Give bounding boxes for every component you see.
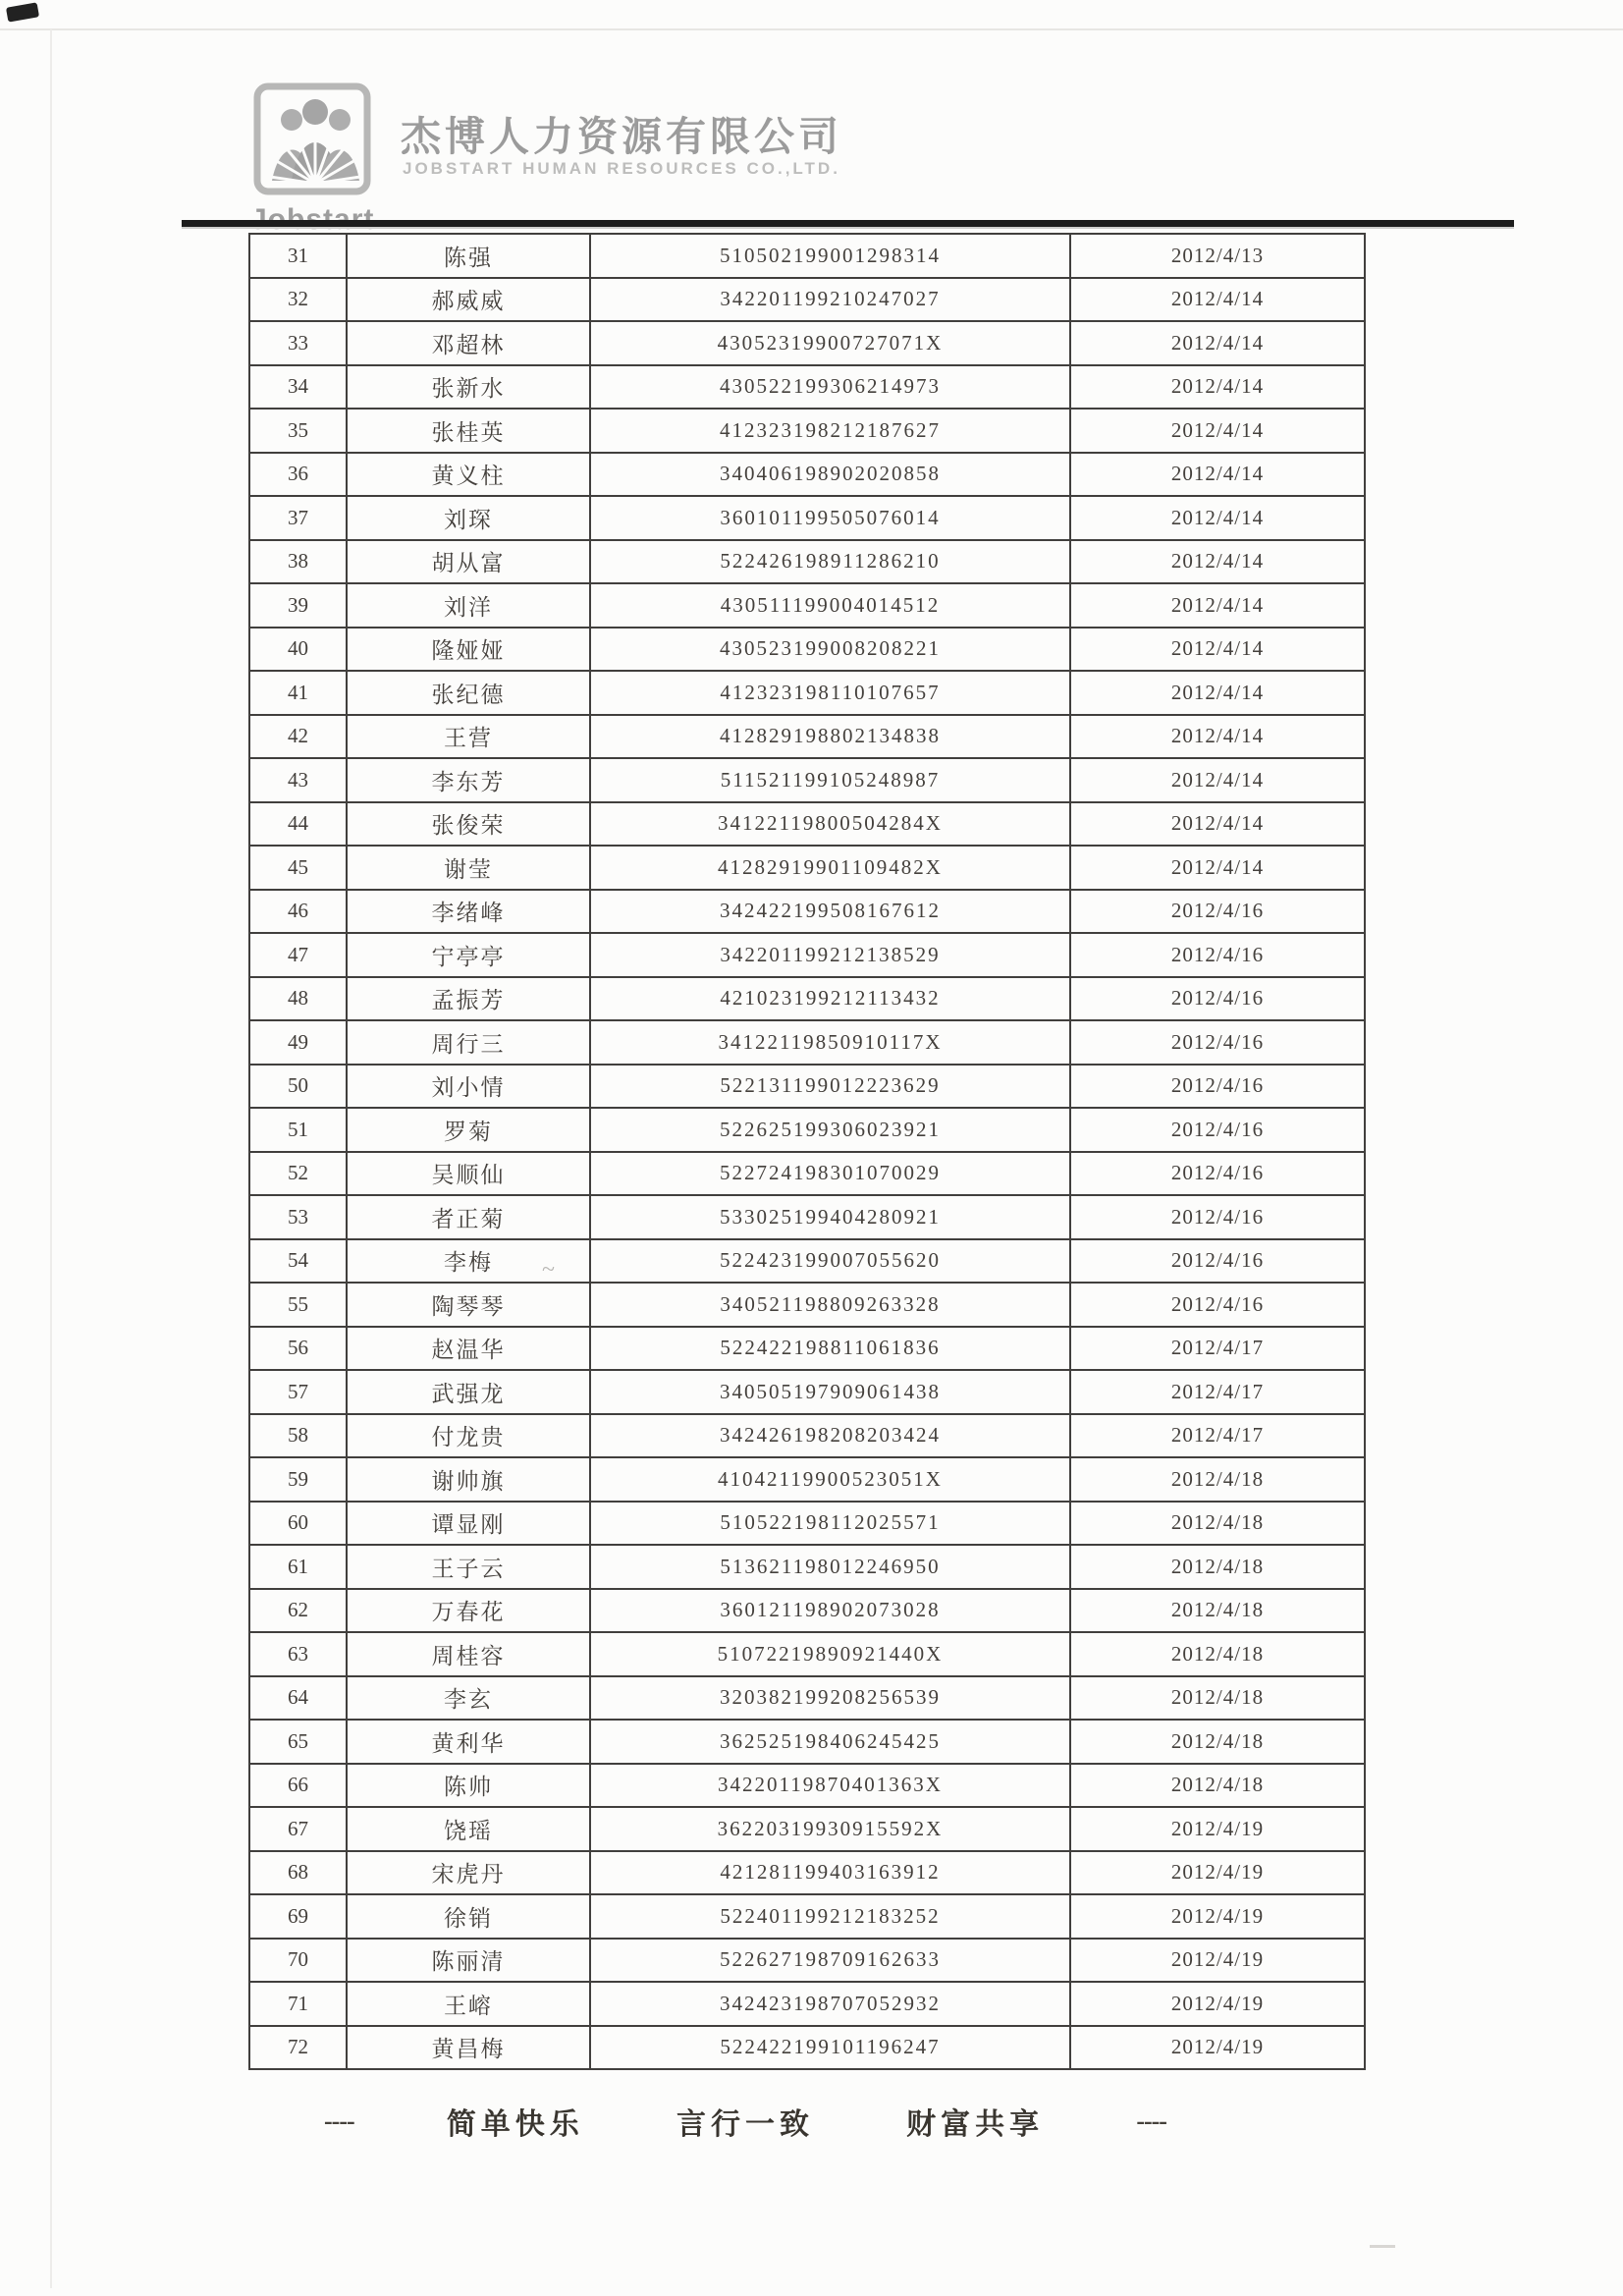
id-number-cell: 340505197909061438 <box>590 1370 1070 1414</box>
name-cell: 宁亭亭 <box>347 933 590 977</box>
table-row <box>249 1065 1365 1109</box>
id-number-cell: 360101199505076014 <box>590 496 1070 540</box>
footer-dash-left: ---- <box>324 2106 354 2135</box>
row-number-cell: 44 <box>249 802 347 847</box>
id-number-cell: 342422199508167612 <box>590 890 1070 934</box>
id-number-cell: 511521199105248987 <box>590 758 1070 802</box>
row-number-cell: 41 <box>249 671 347 715</box>
date-cell: 2012/4/14 <box>1070 409 1365 453</box>
date-cell: 2012/4/16 <box>1070 1283 1365 1327</box>
row-number-cell: 71 <box>249 1982 347 2026</box>
name-cell: 刘琛 <box>347 496 590 540</box>
row-number-cell: 50 <box>249 1065 347 1109</box>
id-number-cell: 340406198902020858 <box>590 453 1070 497</box>
name-cell: 陶琴琴 <box>347 1283 590 1327</box>
name-cell: 李东芳 <box>347 758 590 802</box>
table-row <box>249 1764 1365 1808</box>
name-cell: 周桂容 <box>347 1632 590 1676</box>
date-cell: 2012/4/18 <box>1070 1589 1365 1633</box>
date-cell: 2012/4/14 <box>1070 496 1365 540</box>
table-row <box>249 846 1365 890</box>
table-row <box>249 758 1365 802</box>
date-cell: 2012/4/16 <box>1070 1065 1365 1109</box>
id-number-cell: 51072219890921440X <box>590 1632 1070 1676</box>
date-cell: 2012/4/19 <box>1070 2026 1365 2070</box>
name-cell: 吴顺仙 <box>347 1152 590 1196</box>
row-number-cell: 68 <box>249 1851 347 1895</box>
row-number-cell: 66 <box>249 1764 347 1808</box>
name-cell: 武强龙 <box>347 1370 590 1414</box>
name-cell: 宋虎丹 <box>347 1851 590 1895</box>
date-cell: 2012/4/14 <box>1070 583 1365 628</box>
date-cell: 2012/4/16 <box>1070 890 1365 934</box>
table-row <box>249 1982 1365 2026</box>
table-row <box>249 1851 1365 1895</box>
jobstart-logo <box>250 82 398 237</box>
row-number-cell: 57 <box>249 1370 347 1414</box>
date-cell: 2012/4/14 <box>1070 278 1365 322</box>
date-cell: 2012/4/18 <box>1070 1632 1365 1676</box>
table-row <box>249 1414 1365 1458</box>
id-number-cell: 34122119850910117X <box>590 1020 1070 1065</box>
table-row <box>249 1589 1365 1633</box>
row-number-cell: 37 <box>249 496 347 540</box>
id-number-cell: 342426198208203424 <box>590 1414 1070 1458</box>
date-cell: 2012/4/19 <box>1070 1982 1365 2026</box>
id-number-cell: 430523199008208221 <box>590 628 1070 672</box>
table-row <box>249 540 1365 584</box>
name-cell: 张新水 <box>347 365 590 410</box>
id-number-cell: 41042119900523051X <box>590 1457 1070 1502</box>
row-number-cell: 39 <box>249 583 347 628</box>
date-cell: 2012/4/17 <box>1070 1414 1365 1458</box>
date-cell: 2012/4/14 <box>1070 671 1365 715</box>
id-number-cell: 41282919901109482X <box>590 846 1070 890</box>
name-cell: 陈丽清 <box>347 1939 590 1983</box>
name-cell: 李玄 <box>347 1676 590 1721</box>
name-cell: 胡从富 <box>347 540 590 584</box>
name-cell: 黄利华 <box>347 1720 590 1764</box>
date-cell: 2012/4/18 <box>1070 1676 1365 1721</box>
table-row <box>249 365 1365 410</box>
table-row <box>249 2026 1365 2070</box>
id-number-cell: 36220319930915592X <box>590 1807 1070 1851</box>
table-row <box>249 715 1365 759</box>
table-row <box>249 1195 1365 1239</box>
row-number-cell: 38 <box>249 540 347 584</box>
id-number-cell: 522426198911286210 <box>590 540 1070 584</box>
scan-left-edge-line <box>50 29 52 2288</box>
id-number-cell: 342201199210247027 <box>590 278 1070 322</box>
row-number-cell: 47 <box>249 933 347 977</box>
date-cell: 2012/4/18 <box>1070 1545 1365 1589</box>
footer-slogan-3: 财富共享 <box>906 2108 1045 2141</box>
id-number-cell: 430511199004014512 <box>590 583 1070 628</box>
date-cell: 2012/4/14 <box>1070 846 1365 890</box>
id-number-cell: 430522199306214973 <box>590 365 1070 410</box>
table-row <box>249 234 1365 278</box>
row-number-cell: 32 <box>249 278 347 322</box>
name-cell: 刘小情 <box>347 1065 590 1109</box>
id-number-cell: 340521198809263328 <box>590 1283 1070 1327</box>
row-number-cell: 36 <box>249 453 347 497</box>
id-number-cell: 360121198902073028 <box>590 1589 1070 1633</box>
footer-dash-right: ---- <box>1136 2106 1166 2135</box>
row-number-cell: 62 <box>249 1589 347 1633</box>
id-number-cell: 522422198811061836 <box>590 1327 1070 1371</box>
name-cell: 赵温华 <box>347 1327 590 1371</box>
scan-top-edge-line <box>0 28 1623 30</box>
row-number-cell: 60 <box>249 1502 347 1546</box>
date-cell: 2012/4/19 <box>1070 1894 1365 1939</box>
table-row <box>249 1283 1365 1327</box>
name-cell: 刘洋 <box>347 583 590 628</box>
name-cell: 谭显刚 <box>347 1502 590 1546</box>
table-row <box>249 628 1365 672</box>
row-number-cell: 69 <box>249 1894 347 1939</box>
footer-slogan <box>324 2100 1166 2143</box>
date-cell: 2012/4/14 <box>1070 802 1365 847</box>
row-number-cell: 56 <box>249 1327 347 1371</box>
table-row <box>249 671 1365 715</box>
date-cell: 2012/4/16 <box>1070 933 1365 977</box>
date-cell: 2012/4/18 <box>1070 1502 1365 1546</box>
date-cell: 2012/4/14 <box>1070 321 1365 365</box>
name-cell: 谢莹 <box>347 846 590 890</box>
name-cell: 李绪峰 <box>347 890 590 934</box>
id-number-cell: 342423198707052932 <box>590 1982 1070 2026</box>
name-cell: 李梅 <box>347 1239 590 1284</box>
table-row <box>249 933 1365 977</box>
name-cell: 徐销 <box>347 1894 590 1939</box>
date-cell: 2012/4/16 <box>1070 1195 1365 1239</box>
date-cell: 2012/4/19 <box>1070 1939 1365 1983</box>
name-cell: 张纪德 <box>347 671 590 715</box>
table-row <box>249 1370 1365 1414</box>
id-number-cell: 522423199007055620 <box>590 1239 1070 1284</box>
date-cell: 2012/4/16 <box>1070 977 1365 1021</box>
date-cell: 2012/4/14 <box>1070 540 1365 584</box>
date-cell: 2012/4/19 <box>1070 1851 1365 1895</box>
id-number-cell: 522625199306023921 <box>590 1108 1070 1152</box>
table-row <box>249 977 1365 1021</box>
date-cell: 2012/4/17 <box>1070 1370 1365 1414</box>
table-row <box>249 409 1365 453</box>
row-number-cell: 43 <box>249 758 347 802</box>
footer-slogan-1: 简单快乐 <box>446 2108 584 2141</box>
table-row <box>249 1239 1365 1284</box>
name-cell: 郝威威 <box>347 278 590 322</box>
name-cell: 周行三 <box>347 1020 590 1065</box>
id-number-cell: 522401199212183252 <box>590 1894 1070 1939</box>
id-number-cell: 362525198406245425 <box>590 1720 1070 1764</box>
name-cell: 陈强 <box>347 234 590 278</box>
date-cell: 2012/4/18 <box>1070 1720 1365 1764</box>
name-cell: 万春花 <box>347 1589 590 1633</box>
id-number-cell: 412323198110107657 <box>590 671 1070 715</box>
id-number-cell: 522724198301070029 <box>590 1152 1070 1196</box>
row-number-cell: 48 <box>249 977 347 1021</box>
row-number-cell: 35 <box>249 409 347 453</box>
row-number-cell: 53 <box>249 1195 347 1239</box>
date-cell: 2012/4/14 <box>1070 628 1365 672</box>
id-number-cell: 34122119800504284X <box>590 802 1070 847</box>
name-cell: 饶瑶 <box>347 1807 590 1851</box>
name-cell: 陈帅 <box>347 1764 590 1808</box>
row-number-cell: 46 <box>249 890 347 934</box>
id-number-cell: 522422199101196247 <box>590 2026 1070 2070</box>
employee-roster-table <box>248 233 1366 2070</box>
id-number-cell: 412829198802134838 <box>590 715 1070 759</box>
date-cell: 2012/4/14 <box>1070 715 1365 759</box>
scan-corner-mark <box>6 2 39 22</box>
row-number-cell: 54 <box>249 1239 347 1284</box>
date-cell: 2012/4/14 <box>1070 453 1365 497</box>
id-number-cell: 421023199212113432 <box>590 977 1070 1021</box>
table-row <box>249 1720 1365 1764</box>
name-cell: 黄义柱 <box>347 453 590 497</box>
table-row <box>249 1807 1365 1851</box>
row-number-cell: 58 <box>249 1414 347 1458</box>
id-number-cell: 412323198212187627 <box>590 409 1070 453</box>
row-number-cell: 61 <box>249 1545 347 1589</box>
name-cell: 张俊荣 <box>347 802 590 847</box>
date-cell: 2012/4/18 <box>1070 1764 1365 1808</box>
name-cell: 黄昌梅 <box>347 2026 590 2070</box>
date-cell: 2012/4/16 <box>1070 1239 1365 1284</box>
table-row <box>249 453 1365 497</box>
name-cell: 王营 <box>347 715 590 759</box>
table-row <box>249 1939 1365 1983</box>
name-cell: 王子云 <box>347 1545 590 1589</box>
row-number-cell: 72 <box>249 2026 347 2070</box>
id-number-cell: 342201199212138529 <box>590 933 1070 977</box>
company-name-zh: 杰博人力资源有限公司 <box>401 114 842 159</box>
id-number-cell: 43052319900727071X <box>590 321 1070 365</box>
table-row <box>249 496 1365 540</box>
id-number-cell: 522131199012223629 <box>590 1065 1070 1109</box>
row-number-cell: 42 <box>249 715 347 759</box>
row-number-cell: 65 <box>249 1720 347 1764</box>
name-cell: 者正菊 <box>347 1195 590 1239</box>
date-cell: 2012/4/17 <box>1070 1327 1365 1371</box>
row-number-cell: 64 <box>249 1676 347 1721</box>
date-cell: 2012/4/13 <box>1070 234 1365 278</box>
table-row <box>249 583 1365 628</box>
id-number-cell: 522627198709162633 <box>590 1939 1070 1983</box>
row-number-cell: 52 <box>249 1152 347 1196</box>
date-cell: 2012/4/16 <box>1070 1152 1365 1196</box>
id-number-cell: 421281199403163912 <box>590 1851 1070 1895</box>
table-row <box>249 1108 1365 1152</box>
table-row <box>249 1545 1365 1589</box>
table-row <box>249 1894 1365 1939</box>
date-cell: 2012/4/19 <box>1070 1807 1365 1851</box>
id-number-cell: 513621198012246950 <box>590 1545 1070 1589</box>
table-row <box>249 1152 1365 1196</box>
id-number-cell: 510502199001298314 <box>590 234 1070 278</box>
date-cell: 2012/4/14 <box>1070 758 1365 802</box>
date-cell: 2012/4/16 <box>1070 1108 1365 1152</box>
date-cell: 2012/4/16 <box>1070 1020 1365 1065</box>
row-number-cell: 33 <box>249 321 347 365</box>
footer-slogan-2: 言行一致 <box>676 2108 814 2141</box>
table-row <box>249 890 1365 934</box>
table-row <box>249 1327 1365 1371</box>
table-row <box>249 1020 1365 1065</box>
row-number-cell: 34 <box>249 365 347 410</box>
table-row <box>249 278 1365 322</box>
date-cell: 2012/4/18 <box>1070 1457 1365 1502</box>
table-row <box>249 1502 1365 1546</box>
name-cell: 张桂英 <box>347 409 590 453</box>
row-number-cell: 40 <box>249 628 347 672</box>
jobstart-logo-icon <box>250 184 384 200</box>
row-number-cell: 70 <box>249 1939 347 1983</box>
table-row <box>249 1676 1365 1721</box>
company-name-en: JOBSTART HUMAN RESOURCES CO.,LTD. <box>403 159 840 178</box>
row-number-cell: 67 <box>249 1807 347 1851</box>
name-cell: 谢帅旗 <box>347 1457 590 1502</box>
scan-bottom-mark <box>1370 2245 1395 2248</box>
id-number-cell: 34220119870401363X <box>590 1764 1070 1808</box>
date-cell: 2012/4/14 <box>1070 365 1365 410</box>
id-number-cell: 510522198112025571 <box>590 1502 1070 1546</box>
name-cell: 王嵱 <box>347 1982 590 2026</box>
row-number-cell: 49 <box>249 1020 347 1065</box>
row-number-cell: 45 <box>249 846 347 890</box>
table-row <box>249 1457 1365 1502</box>
table-row <box>249 1632 1365 1676</box>
header-divider <box>182 220 1514 227</box>
row-number-cell: 51 <box>249 1108 347 1152</box>
row-number-cell: 59 <box>249 1457 347 1502</box>
name-cell: 孟振芳 <box>347 977 590 1021</box>
scan-speck: ~ <box>542 1257 555 1283</box>
table-row <box>249 321 1365 365</box>
row-number-cell: 63 <box>249 1632 347 1676</box>
id-number-cell: 320382199208256539 <box>590 1676 1070 1721</box>
name-cell: 隆娅娅 <box>347 628 590 672</box>
name-cell: 罗菊 <box>347 1108 590 1152</box>
id-number-cell: 533025199404280921 <box>590 1195 1070 1239</box>
row-number-cell: 55 <box>249 1283 347 1327</box>
table-row <box>249 802 1365 847</box>
name-cell: 邓超林 <box>347 321 590 365</box>
name-cell: 付龙贵 <box>347 1414 590 1458</box>
row-number-cell: 31 <box>249 234 347 278</box>
